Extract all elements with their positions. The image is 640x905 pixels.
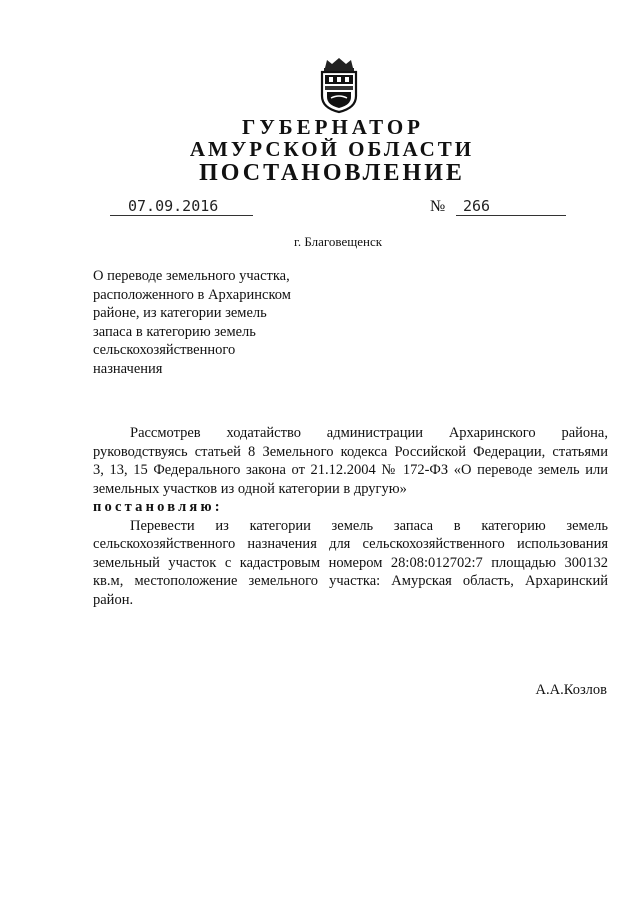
document-number: 266 bbox=[463, 197, 491, 215]
document-date: 07.09.2016 bbox=[128, 197, 219, 215]
preamble-line: земельных участков из одной категории в другую» bbox=[93, 480, 407, 497]
date-underline bbox=[110, 215, 253, 216]
resolution-line: земельный участок с кадастровым номером 28:08:012702:7 площадью 300132 bbox=[93, 554, 608, 571]
preamble-line: 3, 13, 15 Федерального закона от 21.12.2004 № 172-ФЗ «О переводе земель или bbox=[93, 462, 608, 478]
header-title-governor: ГУБЕРНАТОР bbox=[241, 115, 425, 139]
preamble-line: руководствуясь статьей 8 Земельного кодекса Российской Федерации, статьями bbox=[93, 443, 608, 460]
document-body bbox=[93, 424, 608, 609]
signature: А.А.Козлов bbox=[535, 682, 607, 698]
document-subject bbox=[93, 267, 353, 378]
city-label: г. Благовещенск bbox=[293, 234, 383, 249]
decree-word: постановляю: bbox=[93, 499, 223, 515]
subject-line: сельскохозяйственного bbox=[93, 342, 236, 358]
subject-line: расположенного в Архаринском bbox=[93, 286, 291, 303]
document-type-title: ПОСТАНОВЛЕНИЕ bbox=[199, 160, 465, 186]
coat-of-arms-icon bbox=[317, 56, 361, 114]
header-title-region: АМУРСКОЙ ОБЛАСТИ bbox=[189, 137, 475, 161]
subject-line: назначения bbox=[93, 360, 163, 377]
resolution-line: сельскохозяйственного назначения для сельскохозяйственного использования bbox=[93, 536, 608, 552]
resolution-line: район. bbox=[93, 591, 134, 608]
subject-line: запаса в категорию земель bbox=[93, 323, 256, 340]
resolution-line: Перевести из категории земель запаса в категорию земель bbox=[130, 517, 608, 534]
number-underline bbox=[456, 215, 566, 216]
subject-line: О переводе земельного участка, bbox=[93, 268, 290, 284]
preamble-line: Рассмотрев ходатайство администрации Архаринского района, bbox=[130, 425, 608, 441]
number-sign: № bbox=[430, 198, 446, 215]
subject-line: районе, из категории земель bbox=[93, 305, 267, 321]
resolution-line: кв.м, местоположение земельного участка: Амурская область, Архаринский bbox=[93, 573, 608, 589]
